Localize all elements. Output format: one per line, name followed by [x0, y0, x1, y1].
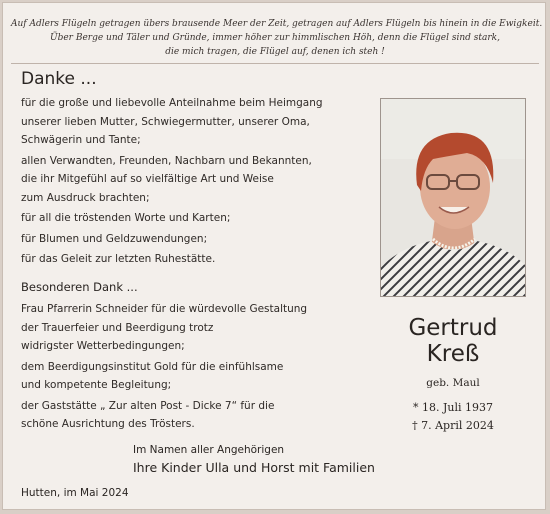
death-date: † 7. April 2024	[412, 419, 494, 432]
text-line: allen Verwandten, Freunden, Nachbarn und Bekannten,	[21, 154, 312, 167]
thanks-paragraph	[21, 152, 361, 208]
text-line: Frau Pfarrerin Schneider für die würdevolle Gestaltung	[21, 303, 308, 315]
deceased-last-name: Kreß	[426, 341, 480, 367]
obituary-card	[2, 2, 546, 510]
thanks-paragraph	[21, 94, 361, 150]
special-thanks-body	[21, 300, 361, 436]
text-line: für Blumen und Geldzuwendungen;	[21, 232, 208, 245]
text-line: widrigster Wetterbedingungen;	[21, 340, 185, 352]
special-thanks-heading: Besonderen Dank ...	[21, 280, 138, 294]
thanks-paragraph	[21, 250, 361, 269]
thanks-paragraph	[21, 209, 361, 228]
closing-names: Ihre Kinder Ulla und Horst mit Familien	[133, 460, 375, 475]
thanks-section	[21, 69, 361, 89]
portrait-image	[381, 99, 525, 296]
text-line: schöne Ausrichtung des Trösters.	[21, 418, 195, 430]
text-line: unserer lieben Mutter, Schwiegermutter, unserer Oma,	[21, 115, 310, 128]
text-line: Schwägerin und Tante;	[21, 134, 141, 146]
special-thanks-section	[21, 280, 361, 294]
verse-line: Auf Adlers Flügeln getragen übers brausende Meer der Zeit, getragen auf Adlers Flügeln bis hinein in die Ewigkeit.	[11, 19, 543, 29]
text-line: und kompetente Begleitung;	[21, 379, 172, 391]
special-thanks-paragraph	[21, 397, 361, 434]
text-line: für das Geleit zur letzten Ruhestätte.	[21, 253, 216, 265]
place-date: Hutten, im Mai 2024	[21, 487, 129, 499]
thanks-paragraph	[21, 230, 361, 249]
verse-line: die mich tragen, die Flügel auf, denen ich steh !	[165, 47, 385, 57]
special-thanks-paragraph	[21, 300, 361, 356]
text-line: zum Ausdruck brachten;	[21, 191, 150, 204]
deceased-first-name: Gertrud	[408, 315, 498, 341]
thanks-heading: Danke ...	[21, 69, 97, 89]
verse-line: Über Berge und Täler und Gründe, immer höher zur himmlischen Höh, denn die Flügel sind stark,	[50, 33, 500, 43]
maiden-name: geb. Maul	[426, 377, 480, 389]
text-line: dem Beerdigungsinstitut Gold für die einfühlsame	[21, 360, 284, 373]
text-line: für die große und liebevolle Anteilnahme beim Heimgang	[21, 97, 323, 109]
closing-intro: Im Namen aller Angehörigen	[133, 444, 285, 456]
thanks-body	[21, 94, 361, 271]
special-thanks-paragraph	[21, 358, 361, 395]
text-line: die ihr Mitgefühl auf so vielfältige Art und Weise	[21, 173, 274, 185]
text-line: für all die tröstenden Worte und Karten;	[21, 212, 231, 224]
divider	[11, 63, 539, 64]
birth-date: * 18. Juli 1937	[412, 401, 493, 414]
text-line: der Trauerfeier und Beerdigung trotz	[21, 321, 214, 334]
text-line: der Gaststätte „ Zur alten Post - Dicke 7“ für die	[21, 399, 275, 412]
portrait-photo	[380, 98, 526, 297]
verse	[11, 17, 543, 59]
